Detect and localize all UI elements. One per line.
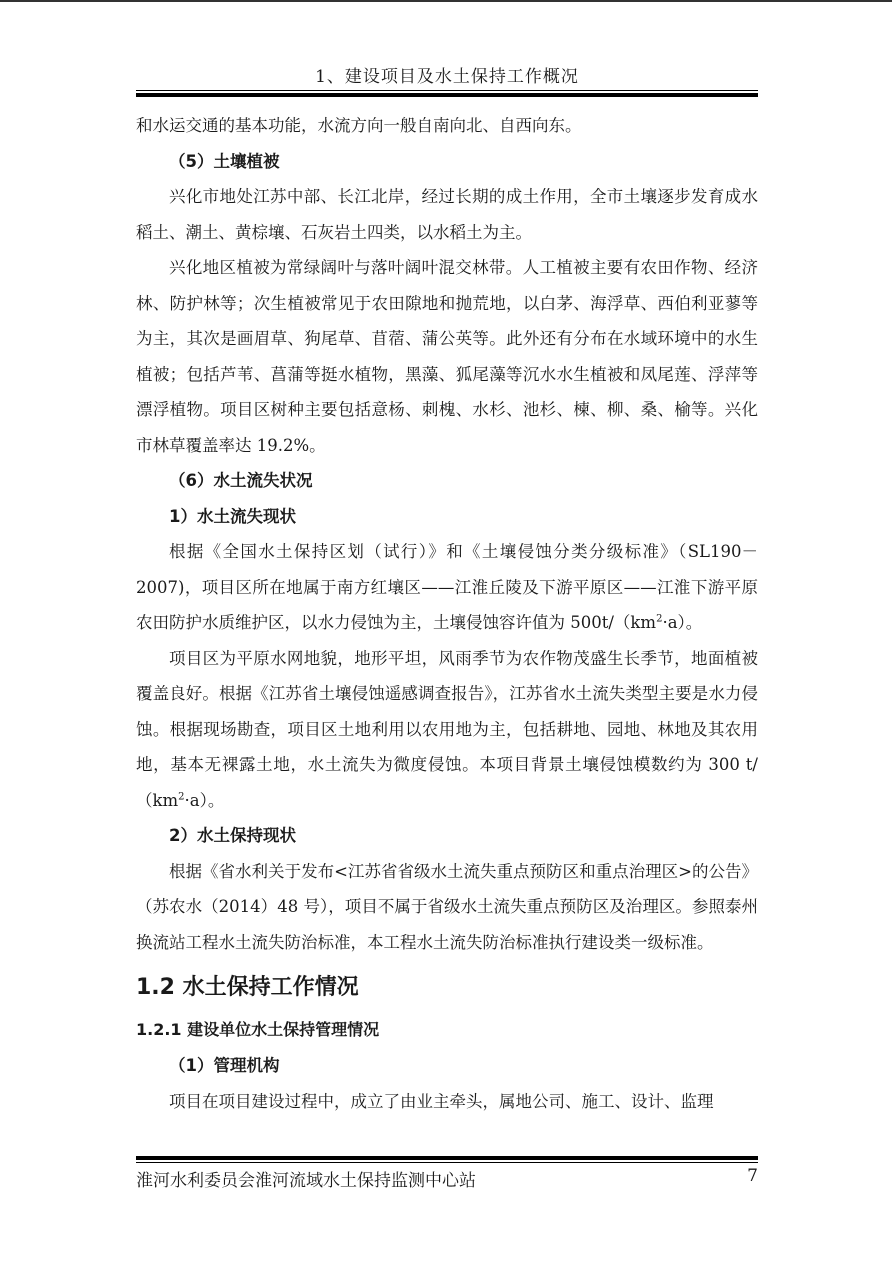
heading-erosion-current: 1）水土流失现状 <box>169 506 296 526</box>
paragraph-conservation: 根据《省水利关于发布<江苏省省级水土流失重点预防区和重点治理区>的公告》（苏农水（2014）48 号），项目不属于省级水土流失重点预防区及治理区。参照泰州换流站工程水土流失防治标准，本工程水土流失防治标准执行建设类一级标准。 <box>136 861 758 952</box>
footer-rule-thin <box>136 1162 758 1163</box>
paragraph-erosion-landform-text: 项目区为平原水网地貌，地形平坦，风雨季节为农作物茂盛生长季节，地面植被覆盖良好。根据《江苏省土壤侵蚀遥感调查报告》，江苏省水土流失类型主要是水力侵蚀。根据现场勘查，项目区土地利用以农用地为主，包括耕地、园地、林地及其农用地，基本无裸露土地，水土流失为微度侵蚀。本项目背景土壤侵蚀模数约为 300 t/（km <box>136 648 758 810</box>
superscript-2: 2 <box>178 791 185 802</box>
heading-soil-vegetation: （5）土壤植被 <box>169 151 280 171</box>
running-header: 1、建设项目及水土保持工作概况 <box>315 67 579 87</box>
header-rule-thick <box>136 93 758 97</box>
paragraph-vegetation: 兴化地区植被为常绿阔叶与落叶阔叶混交林带。人工植被主要有农田作物、经济林、防护林等；次生植被常见于农田隙地和抛荒地，以白茅、海浮草、西伯利亚蓼等为主，其次是画眉草、狗尾草、苜蓿、蒲公英等。此外还有分布在水域环境中的水生植被；包括芦苇、菖蒲等挺水植物，黑藻、狐尾藻等沉水水生植被和凤尾莲、浮萍等漂浮植物。项目区树种主要包括意杨、刺槐、水杉、池杉、楝、柳、桑、榆等。兴化市林草覆盖率达 19.2%。 <box>136 258 758 455</box>
page-number: 7 <box>747 1166 758 1186</box>
section-heading-1-2: 1.2 水土保持工作情况 <box>136 975 359 1000</box>
paragraph-erosion-zoning <box>136 534 758 641</box>
page-top-border <box>0 0 892 2</box>
paragraph-continued: 和水运交通的基本功能，水流方向一般自南向北、自西向东。 <box>136 116 582 135</box>
paragraph-erosion-zoning-unit: ·a）。 <box>662 613 703 632</box>
paragraph-soil: 兴化市地处江苏中部、长江北岸，经过长期的成土作用，全市土壤逐步发育成水稻土、潮土、黄棕壤、石灰岩土四类，以水稻土为主。 <box>136 187 758 242</box>
footer-organization: 淮河水利委员会淮河流域水土保持监测中心站 <box>136 1171 476 1191</box>
paragraph-erosion-landform <box>136 641 758 819</box>
superscript-2: 2 <box>656 613 663 625</box>
header-rule-thin <box>136 90 758 91</box>
paragraph-management: 项目在项目建设过程中，成立了由业主牵头，属地公司、施工、设计、监理 <box>169 1091 714 1111</box>
paragraph-erosion-zoning-text: 根据《全国水土保持区划（试行）》和《土壤侵蚀分类分级标准》（SL190－2007)，项目区所在地属于南方红壤区——江淮丘陵及下游平原区——江淮下游平原农田防护水质维护区，以水力侵蚀为主，土壤侵蚀容许值为 500t/（km <box>136 542 758 632</box>
page-content <box>136 108 758 1119</box>
heading-conservation-current: 2）水土保持现状 <box>169 826 296 845</box>
heading-erosion-status: （6）水土流失状况 <box>169 471 313 490</box>
footer-rule-thick <box>136 1156 758 1160</box>
section-heading-1-2-1: 1.2.1 建设单位水土保持管理情况 <box>136 1020 380 1039</box>
heading-management-org: （1）管理机构 <box>169 1056 280 1075</box>
paragraph-erosion-landform-unit: ·a）。 <box>184 790 225 810</box>
